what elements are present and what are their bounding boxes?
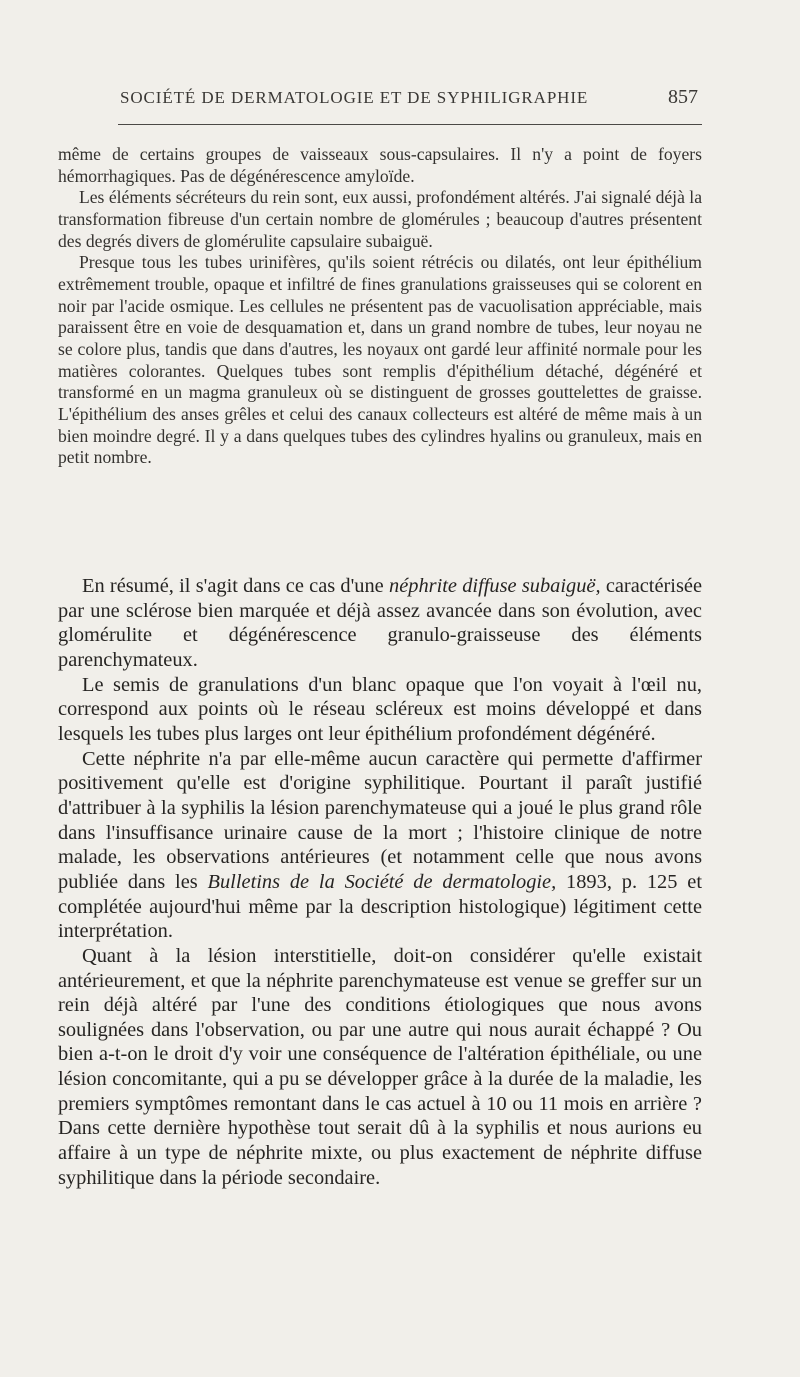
summary-section — [58, 574, 702, 1190]
text-run: caractérisée par une sclérose bien marquée et déjà assez avancée dans son évolution, avec glomérulite et dégénérescence granulo-graisseuse des éléments parenchymateux. — [58, 575, 703, 671]
journal-title: Bulletins de la Société de dermatologie, — [207, 870, 557, 893]
summary-paragraph — [58, 574, 702, 673]
paragraph: Quant à la lésion interstitielle, doit-on considérer qu'elle existait antérieurement, et que la néphrite parenchymateuse est venue se greffer sur un rein déjà altéré par l'une des conditions étiologiques que nous avons soulignées dans l'observation, ou par une autre qui nous aurait échappé ? Ou bien a-t-on le droit d'y voir une conséquence de l'altération épithéliale, ou une lésion concomitante, qui a pu se développer grâce à la durée de la maladie, les premiers symptômes remontant dans le cas actuel à 10 ou 11 mois en arrière ? Dans cette dernière hypothèse tout serait dû à la syphilis et nous aurions eu affaire à un type de néphrite mixte, ou plus exactement de néphrite diffuse syphilitique dans la période secondaire. — [58, 944, 702, 1189]
page-header — [120, 88, 698, 116]
header-rule — [118, 124, 702, 125]
paragraph — [58, 747, 702, 944]
page-number: 857 — [668, 86, 698, 108]
text-run: 1893, p. 125 et complétée aujourd'hui même par la description histologique) légitiment cette interprétation. — [58, 870, 702, 943]
small-print-section — [58, 144, 702, 469]
paragraph: Les éléments sécréteurs du rein sont, eux aussi, profondément altérés. J'ai signalé déjà la transformation fibreuse d'un certain nombre de glomérules ; beaucoup d'autres présentent des degrés divers de glomérulite capsulaire subaiguë. — [58, 187, 702, 251]
paragraph: Presque tous les tubes urinifères, qu'ils soient rétrécis ou dilatés, ont leur épithélium extrêmement trouble, opaque et infiltré de fines granulations graisseuses qui se colorent en noir par l'acide osmique. Les cellules ne présentent pas de vacuolisation appréciable, mais paraissent être en voie de desquamation et, dans un grand nombre de tubes, leur noyau ne se colore plus, tandis que dans d'autres, les noyaux ont gardé leur affinité normale pour les matières colorantes. Quelques tubes sont remplis d'épithélium détaché, dégénéré et transformé en un magma granuleux où se distinguent de grosses gouttelettes de graisse. L'épithélium des anses grêles et celui des canaux collecteurs est altéré de même mais à un bien moindre degré. Il y a dans quelques tubes des cylindres hyalins ou granuleux, mais en petit nombre. — [58, 252, 702, 468]
paragraph: même de certains groupes de vaisseaux sous-capsulaires. Il n'y a point de foyers hémorrhagiques. Pas de dégénérescence amyloïde. — [58, 144, 702, 186]
paragraph: Le semis de granulations d'un blanc opaque que l'on voyait à l'œil nu, correspond aux points où le réseau scléreux est moins développé et dans lesquels les tubes plus larges ont leur épithélium profondément dégénéré. — [58, 673, 702, 745]
text-run: En résumé, il s'agit dans ce cas d'une — [82, 575, 389, 597]
running-title: SOCIÉTÉ DE DERMATOLOGIE ET DE SYPHILIGRAPHIE — [120, 88, 589, 107]
italic-term: néphrite diffuse subaiguë, — [389, 575, 601, 597]
text-run: Cette néphrite n'a par elle-même aucun caractère qui permette d'affirmer positivement qu'elle est d'origine syphilitique. Pourtant il paraît justifié d'attribuer à la syphilis la lésion parenchymateuse qui a joué le plus grand rôle dans l'insuffisance urinaire cause de la mort ; l'histoire clinique de notre malade, les observations antérieures (et notamment celle que nous avons publiée dans les — [58, 747, 702, 893]
